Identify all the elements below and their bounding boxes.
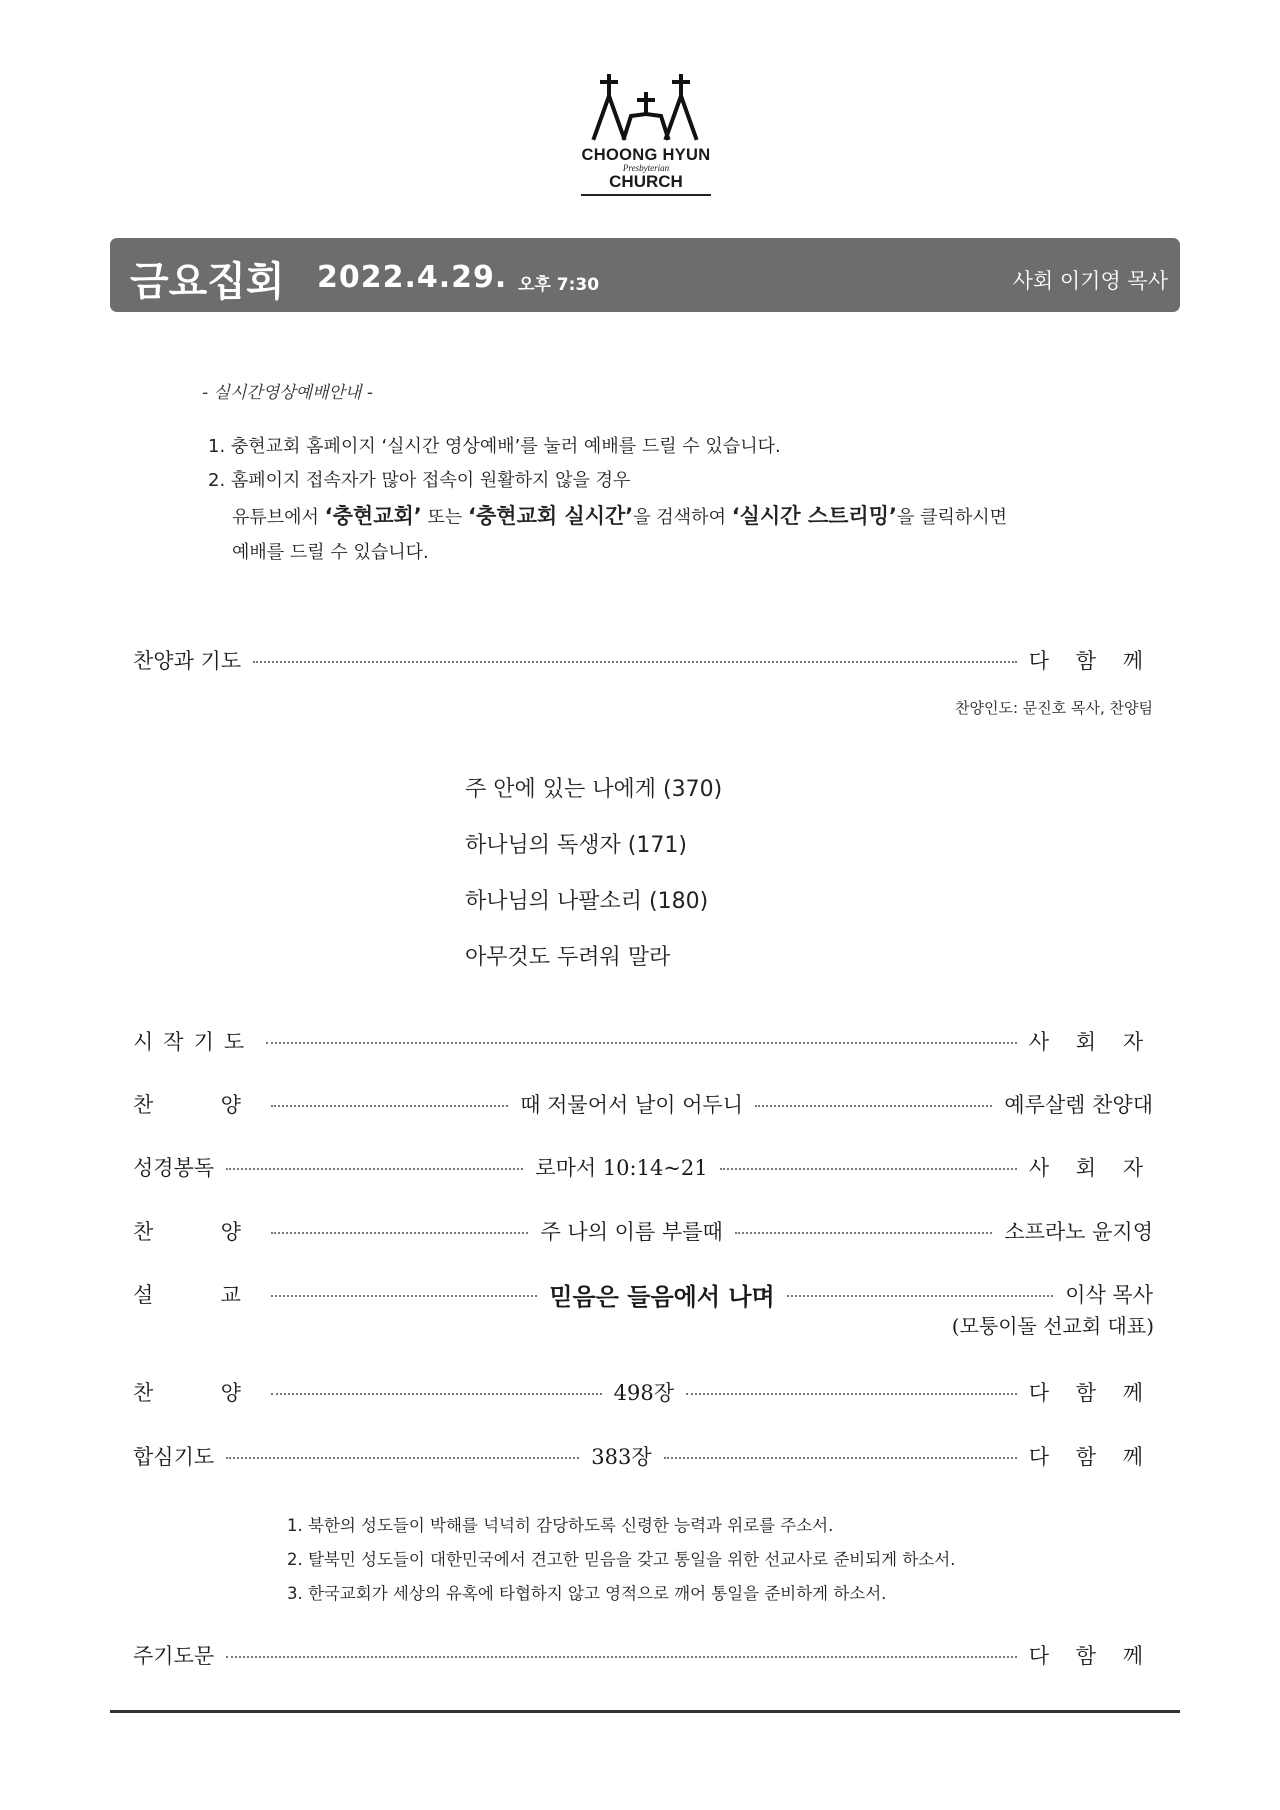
logo-text-line1: CHOONG HYUN: [581, 146, 711, 164]
order-label: 주기도문: [133, 1644, 215, 1668]
dot-leader: [266, 1042, 1017, 1044]
order-label: 찬양과 기도: [133, 649, 242, 673]
order-performer: 다 함 께: [1028, 1381, 1153, 1405]
order-content: 주 나의 이름 부를때: [540, 1220, 723, 1244]
notice-keyword-3: ‘실시간 스트리밍’: [731, 504, 897, 528]
order-label: 시작기도: [133, 1030, 255, 1054]
notice-line-3-part: 을 검색하여: [633, 507, 732, 528]
logo-text-line3: CHURCH: [609, 172, 683, 191]
logo-underline: [581, 194, 711, 196]
logo-text-line2: Presbyterian: [622, 163, 670, 173]
order-performer: 이삭 목사: [1065, 1283, 1154, 1307]
dot-leader: [253, 661, 1017, 663]
dot-leader: [271, 1393, 602, 1395]
order-row: [133, 1150, 1153, 1184]
order-row: [133, 1375, 1153, 1409]
praise-song: 하나님의 독생자 (171): [465, 833, 687, 858]
dot-leader: [271, 1232, 529, 1234]
order-row: [133, 1087, 1153, 1121]
order-performer: 사 회 자: [1028, 1156, 1153, 1180]
order-row-praise: [133, 643, 1153, 677]
notice-line-4: 예배를 드릴 수 있습니다.: [232, 542, 429, 563]
bottom-divider: [110, 1710, 1180, 1713]
order-label: 합심기도: [133, 1445, 215, 1469]
dot-leader: [226, 1656, 1017, 1658]
order-label: 성경봉독: [133, 1156, 215, 1180]
order-performer: 다 함 께: [1028, 649, 1153, 673]
order-label: 설 교: [133, 1283, 259, 1307]
service-date: 2022.4.29.: [317, 260, 508, 295]
order-performer: 소프라노 윤지영: [1004, 1220, 1154, 1244]
prayer-topic: 2. 탈북민 성도들이 대한민국에서 견고한 믿음을 갖고 통일을 위한 선교사로 준비되게 하소서.: [287, 1550, 956, 1569]
praise-leader-note: 찬양인도: 문진호 목사, 찬양팀: [954, 699, 1153, 717]
service-leader: 사회 이기영 목사: [1012, 269, 1168, 293]
dot-leader: [226, 1457, 579, 1459]
dot-leader: [226, 1168, 523, 1170]
service-title: 금요집회: [130, 259, 285, 305]
dot-leader: [720, 1168, 1017, 1170]
service-time: 오후 7:30: [518, 275, 600, 295]
order-row: [133, 1214, 1153, 1248]
dot-leader: [664, 1457, 1017, 1459]
dot-leader: [787, 1295, 1053, 1297]
order-content: 498장: [613, 1381, 675, 1405]
praise-song: 아무것도 두려워 말라: [465, 945, 671, 970]
order-label: 찬 양: [133, 1381, 259, 1405]
order-performer: 다 함 께: [1028, 1445, 1153, 1469]
sermon-title: 믿음은 들음에서 나며: [549, 1281, 775, 1311]
order-performer: 예루살렘 찬양대: [1004, 1093, 1154, 1117]
service-header-bar: [110, 238, 1180, 312]
church-logo: [576, 72, 716, 196]
order-label: 찬 양: [133, 1093, 259, 1117]
prayer-topic: 1. 북한의 성도들이 박해를 넉넉히 감당하도록 신령한 능력과 위로를 주소서.: [287, 1516, 834, 1535]
order-row-sermon: [133, 1277, 1153, 1311]
order-performer: 사 회 자: [1028, 1030, 1153, 1054]
notice-keyword-2: ‘충현교회 실시간’: [468, 504, 634, 528]
dot-leader: [271, 1295, 537, 1297]
order-label: 찬 양: [133, 1220, 259, 1244]
dot-leader: [735, 1232, 993, 1234]
notice-line-2: 2. 홈페이지 접속자가 많아 접속이 원활하지 않을 경우: [208, 470, 631, 491]
order-row: [133, 1024, 1153, 1058]
dot-leader: [271, 1105, 508, 1107]
notice-line-3-part: 또는: [421, 507, 469, 528]
praise-song: 하나님의 나팔소리 (180): [465, 889, 709, 914]
order-content: 때 저물어서 날이 어두니: [520, 1093, 744, 1117]
notice-line-3: [232, 500, 1007, 530]
order-performer: 다 함 께: [1028, 1644, 1153, 1668]
prayer-topic: 3. 한국교회가 세상의 유혹에 타협하지 않고 영적으로 깨어 통일을 준비하게 하소서.: [287, 1584, 887, 1603]
dot-leader: [755, 1105, 992, 1107]
notice-line-1: 1. 충현교회 홈페이지 ‘실시간 영상예배’를 눌러 예배를 드릴 수 있습니다.: [208, 436, 781, 457]
order-row-closing: [133, 1638, 1153, 1672]
notice-keyword-1: ‘충현교회’: [324, 504, 422, 528]
preacher-affiliation: (모퉁이돌 선교회 대표): [951, 1314, 1154, 1338]
notice-title: - 실시간영상예배안내 -: [202, 383, 373, 403]
notice-line-3-part: 을 클릭하시면: [896, 507, 1008, 528]
notice-line-3-part: 유튜브에서: [232, 507, 325, 528]
praise-song: 주 안에 있는 나에게 (370): [465, 777, 723, 802]
order-row: [133, 1439, 1153, 1473]
dot-leader: [686, 1393, 1017, 1395]
church-steeples-icon: [591, 72, 701, 142]
order-content: 로마서 10:14~21: [535, 1156, 708, 1180]
order-content: 383장: [591, 1445, 652, 1469]
